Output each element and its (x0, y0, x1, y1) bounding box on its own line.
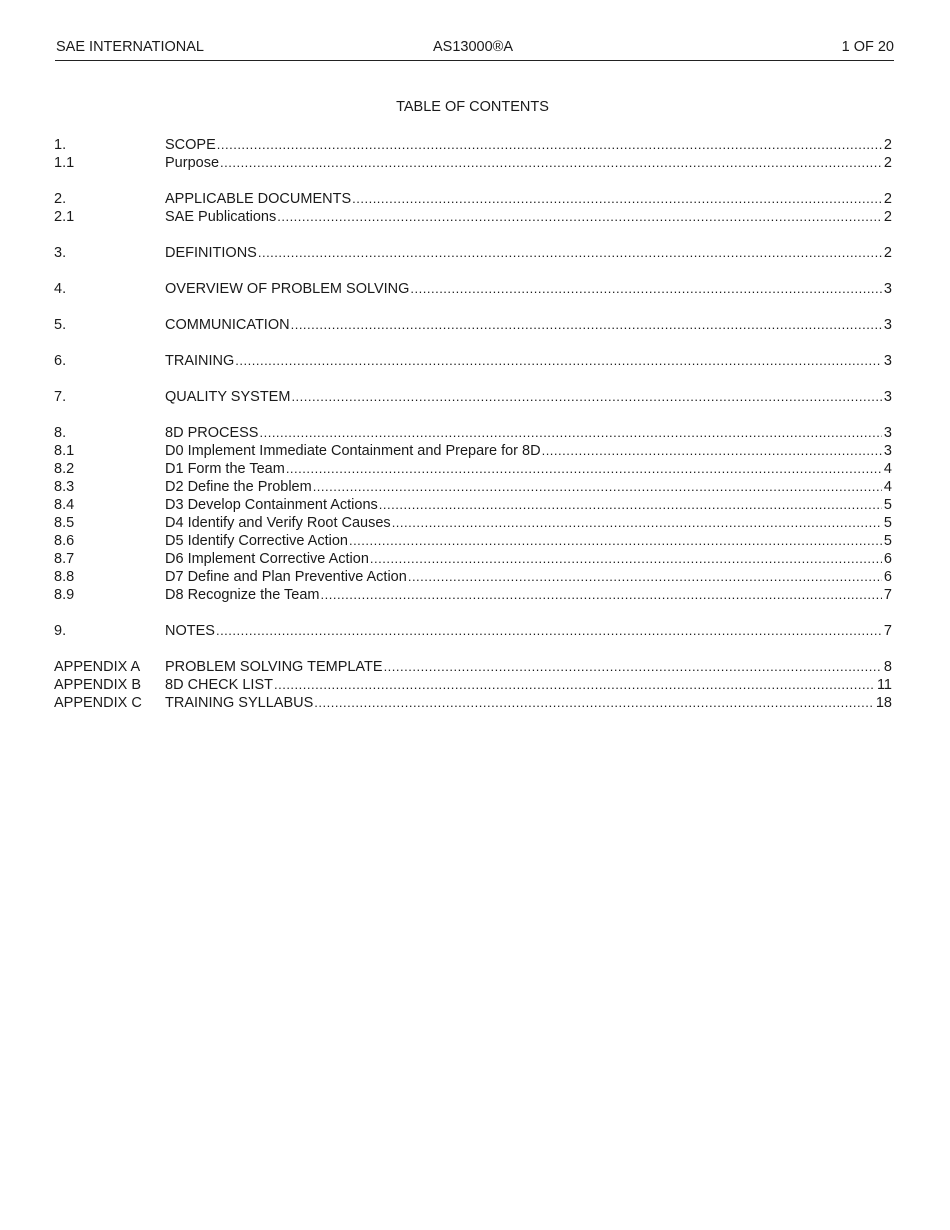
toc-entry-number: 8.4 (54, 497, 75, 513)
toc-entry-number: 6. (54, 353, 67, 369)
table-of-contents (54, 136, 892, 712)
page-header (55, 38, 894, 61)
dot-leader (277, 208, 882, 226)
header-organization: SAE INTERNATIONAL (56, 39, 204, 55)
toc-entry-number: 8.8 (54, 569, 75, 585)
toc-entry-title[interactable]: PROBLEM SOLVING TEMPLATE (165, 659, 383, 675)
dot-leader (349, 532, 882, 550)
dot-leader (313, 478, 882, 496)
toc-entry-title[interactable]: SAE Publications (165, 209, 277, 225)
toc-entry-line (165, 136, 892, 154)
dot-leader (352, 190, 882, 208)
toc-entry-line (165, 280, 892, 298)
toc-entry-line (165, 208, 892, 226)
toc-entry-title[interactable]: D8 Recognize the Team (165, 587, 320, 603)
toc-entry-title[interactable]: D6 Implement Corrective Action (165, 551, 369, 567)
toc-entry-line (165, 622, 892, 640)
toc-entry-title[interactable]: D1 Form the Team (165, 461, 285, 477)
toc-entry-line (165, 496, 892, 514)
toc-entry-page[interactable]: 7 (883, 587, 892, 603)
toc-entry-page[interactable]: 3 (883, 317, 892, 333)
toc-entry-page[interactable]: 2 (883, 137, 892, 153)
toc-entry[interactable] (54, 208, 892, 226)
toc-group (54, 316, 892, 334)
toc-entry-line (165, 190, 892, 208)
toc-entry-title[interactable]: OVERVIEW OF PROBLEM SOLVING (165, 281, 410, 297)
toc-entry-title[interactable]: D7 Define and Plan Preventive Action (165, 569, 407, 585)
toc-entry-line (165, 154, 892, 172)
toc-entry-title[interactable]: COMMUNICATION (165, 317, 290, 333)
toc-entry[interactable] (54, 388, 892, 406)
toc-entry-line (165, 442, 892, 460)
toc-entry-number: APPENDIX A (54, 659, 141, 675)
toc-entry[interactable] (54, 496, 892, 514)
dot-leader (216, 622, 882, 640)
toc-entry-page[interactable]: 6 (883, 569, 892, 585)
dot-leader (410, 280, 882, 298)
toc-entry-title[interactable]: Purpose (165, 155, 220, 171)
toc-entry-page[interactable]: 2 (883, 191, 892, 207)
toc-entry-title[interactable]: 8D PROCESS (165, 425, 259, 441)
toc-entry-line (165, 478, 892, 496)
toc-entry-number: 8.7 (54, 551, 75, 567)
toc-entry[interactable] (54, 280, 892, 298)
toc-entry-number: 4. (54, 281, 67, 297)
dot-leader (384, 658, 882, 676)
toc-entry-title[interactable]: TRAINING (165, 353, 235, 369)
toc-entry-number: 3. (54, 245, 67, 261)
toc-entry-title[interactable]: DEFINITIONS (165, 245, 257, 261)
toc-entry[interactable] (54, 568, 892, 586)
toc-entry-number: 8. (54, 425, 67, 441)
dot-leader (379, 496, 882, 514)
toc-entry[interactable] (54, 316, 892, 334)
dot-leader (220, 154, 882, 172)
toc-entry-page[interactable]: 4 (883, 461, 892, 477)
dot-leader (314, 694, 874, 712)
toc-entry[interactable] (54, 550, 892, 568)
toc-entry-number: 8.9 (54, 587, 75, 603)
toc-entry-title[interactable]: D5 Identify Corrective Action (165, 533, 348, 549)
dot-leader (370, 550, 882, 568)
toc-entry-page[interactable]: 3 (883, 443, 892, 459)
toc-entry[interactable] (54, 532, 892, 550)
toc-entry-number: 8.6 (54, 533, 75, 549)
toc-entry-line (165, 676, 892, 694)
toc-group (54, 136, 892, 172)
toc-group (54, 388, 892, 406)
toc-entry-number: APPENDIX B (54, 677, 142, 693)
dot-leader (235, 352, 882, 370)
toc-group (54, 190, 892, 226)
toc-entry-line (165, 460, 892, 478)
toc-entry-page[interactable]: 5 (883, 497, 892, 513)
toc-entry-number: 7. (54, 389, 67, 405)
toc-entry-number: 1. (54, 137, 67, 153)
toc-entry[interactable] (54, 154, 892, 172)
toc-entry[interactable] (54, 442, 892, 460)
toc-entry-title[interactable]: D0 Implement Immediate Containment and Prepare for 8D (165, 443, 541, 459)
toc-entry-number: 8.3 (54, 479, 75, 495)
toc-entry-title[interactable]: SCOPE (165, 137, 216, 153)
toc-entry-line (165, 532, 892, 550)
toc-entry[interactable] (54, 622, 892, 640)
toc-entry-page[interactable]: 3 (883, 353, 892, 369)
dot-leader (259, 424, 881, 442)
toc-group (54, 244, 892, 262)
toc-entry-page[interactable]: 11 (876, 677, 892, 693)
toc-entry-number: 1.1 (54, 155, 75, 171)
toc-entry-number: 2.1 (54, 209, 75, 225)
toc-entry-page[interactable]: 2 (883, 245, 892, 261)
dot-leader (258, 244, 882, 262)
toc-entry-line (165, 352, 892, 370)
toc-entry[interactable] (54, 676, 892, 694)
toc-entry-line (165, 658, 892, 676)
toc-entry-title[interactable]: D3 Develop Containment Actions (165, 497, 378, 513)
toc-entry-number: 2. (54, 191, 67, 207)
toc-entry-title[interactable]: D2 Define the Problem (165, 479, 312, 495)
toc-entry-page[interactable]: 2 (883, 209, 892, 225)
toc-entry-number: APPENDIX C (54, 695, 142, 711)
toc-entry-title[interactable]: 8D CHECK LIST (165, 677, 273, 693)
dot-leader (286, 460, 882, 478)
dot-leader (542, 442, 882, 460)
toc-entry-page[interactable]: 3 (883, 389, 892, 405)
dot-leader (217, 136, 882, 154)
toc-entry-page[interactable]: 6 (883, 551, 892, 567)
toc-entry-line (165, 550, 892, 568)
toc-group (54, 658, 892, 712)
toc-entry[interactable] (54, 586, 892, 604)
toc-entry-title[interactable]: NOTES (165, 623, 215, 639)
toc-entry-page[interactable]: 3 (883, 281, 892, 297)
dot-leader (321, 586, 882, 604)
toc-group (54, 352, 892, 370)
toc-entry-line (165, 568, 892, 586)
toc-group (54, 622, 892, 640)
toc-entry-line (165, 316, 892, 334)
toc-entry-page[interactable]: 5 (883, 515, 892, 531)
toc-entry-number: 9. (54, 623, 67, 639)
toc-entry-title[interactable]: D4 Identify and Verify Root Causes (165, 515, 391, 531)
toc-entry-page[interactable]: 2 (883, 155, 892, 171)
toc-entry-line (165, 586, 892, 604)
toc-entry-line (165, 424, 892, 442)
dot-leader (291, 316, 882, 334)
toc-entry-page[interactable]: 5 (883, 533, 892, 549)
toc-entry-title[interactable]: QUALITY SYSTEM (165, 389, 291, 405)
toc-entry-number: 8.5 (54, 515, 75, 531)
toc-entry-page[interactable]: 18 (875, 695, 892, 711)
toc-entry-number: 8.2 (54, 461, 75, 477)
toc-entry[interactable] (54, 352, 892, 370)
toc-entry[interactable] (54, 694, 892, 712)
toc-entry[interactable] (54, 658, 892, 676)
toc-title: TABLE OF CONTENTS (396, 99, 549, 115)
toc-entry-page[interactable]: 7 (883, 623, 892, 639)
toc-entry-page[interactable]: 4 (883, 479, 892, 495)
toc-entry-line (165, 694, 892, 712)
toc-entry-page[interactable]: 8 (883, 659, 892, 675)
toc-entry-title[interactable]: APPLICABLE DOCUMENTS (165, 191, 352, 207)
header-document-number: AS13000®A (433, 39, 514, 55)
toc-entry[interactable] (54, 136, 892, 154)
toc-entry[interactable] (54, 190, 892, 208)
dot-leader (291, 388, 881, 406)
dot-leader (408, 568, 882, 586)
toc-entry-line (165, 388, 892, 406)
dot-leader (392, 514, 882, 532)
toc-entry[interactable] (54, 460, 892, 478)
toc-entry-line (165, 244, 892, 262)
toc-entry[interactable] (54, 244, 892, 262)
toc-entry-number: 5. (54, 317, 67, 333)
toc-entry-number: 8.1 (54, 443, 75, 459)
toc-group (54, 424, 892, 604)
toc-entry-page[interactable]: 3 (883, 425, 892, 441)
toc-entry-line (165, 514, 892, 532)
toc-entry[interactable] (54, 478, 892, 496)
dot-leader (274, 676, 875, 694)
toc-entry[interactable] (54, 514, 892, 532)
toc-entry-title[interactable]: TRAINING SYLLABUS (165, 695, 314, 711)
toc-group (54, 280, 892, 298)
header-page-number: 1 OF 20 (841, 39, 894, 55)
toc-entry[interactable] (54, 424, 892, 442)
